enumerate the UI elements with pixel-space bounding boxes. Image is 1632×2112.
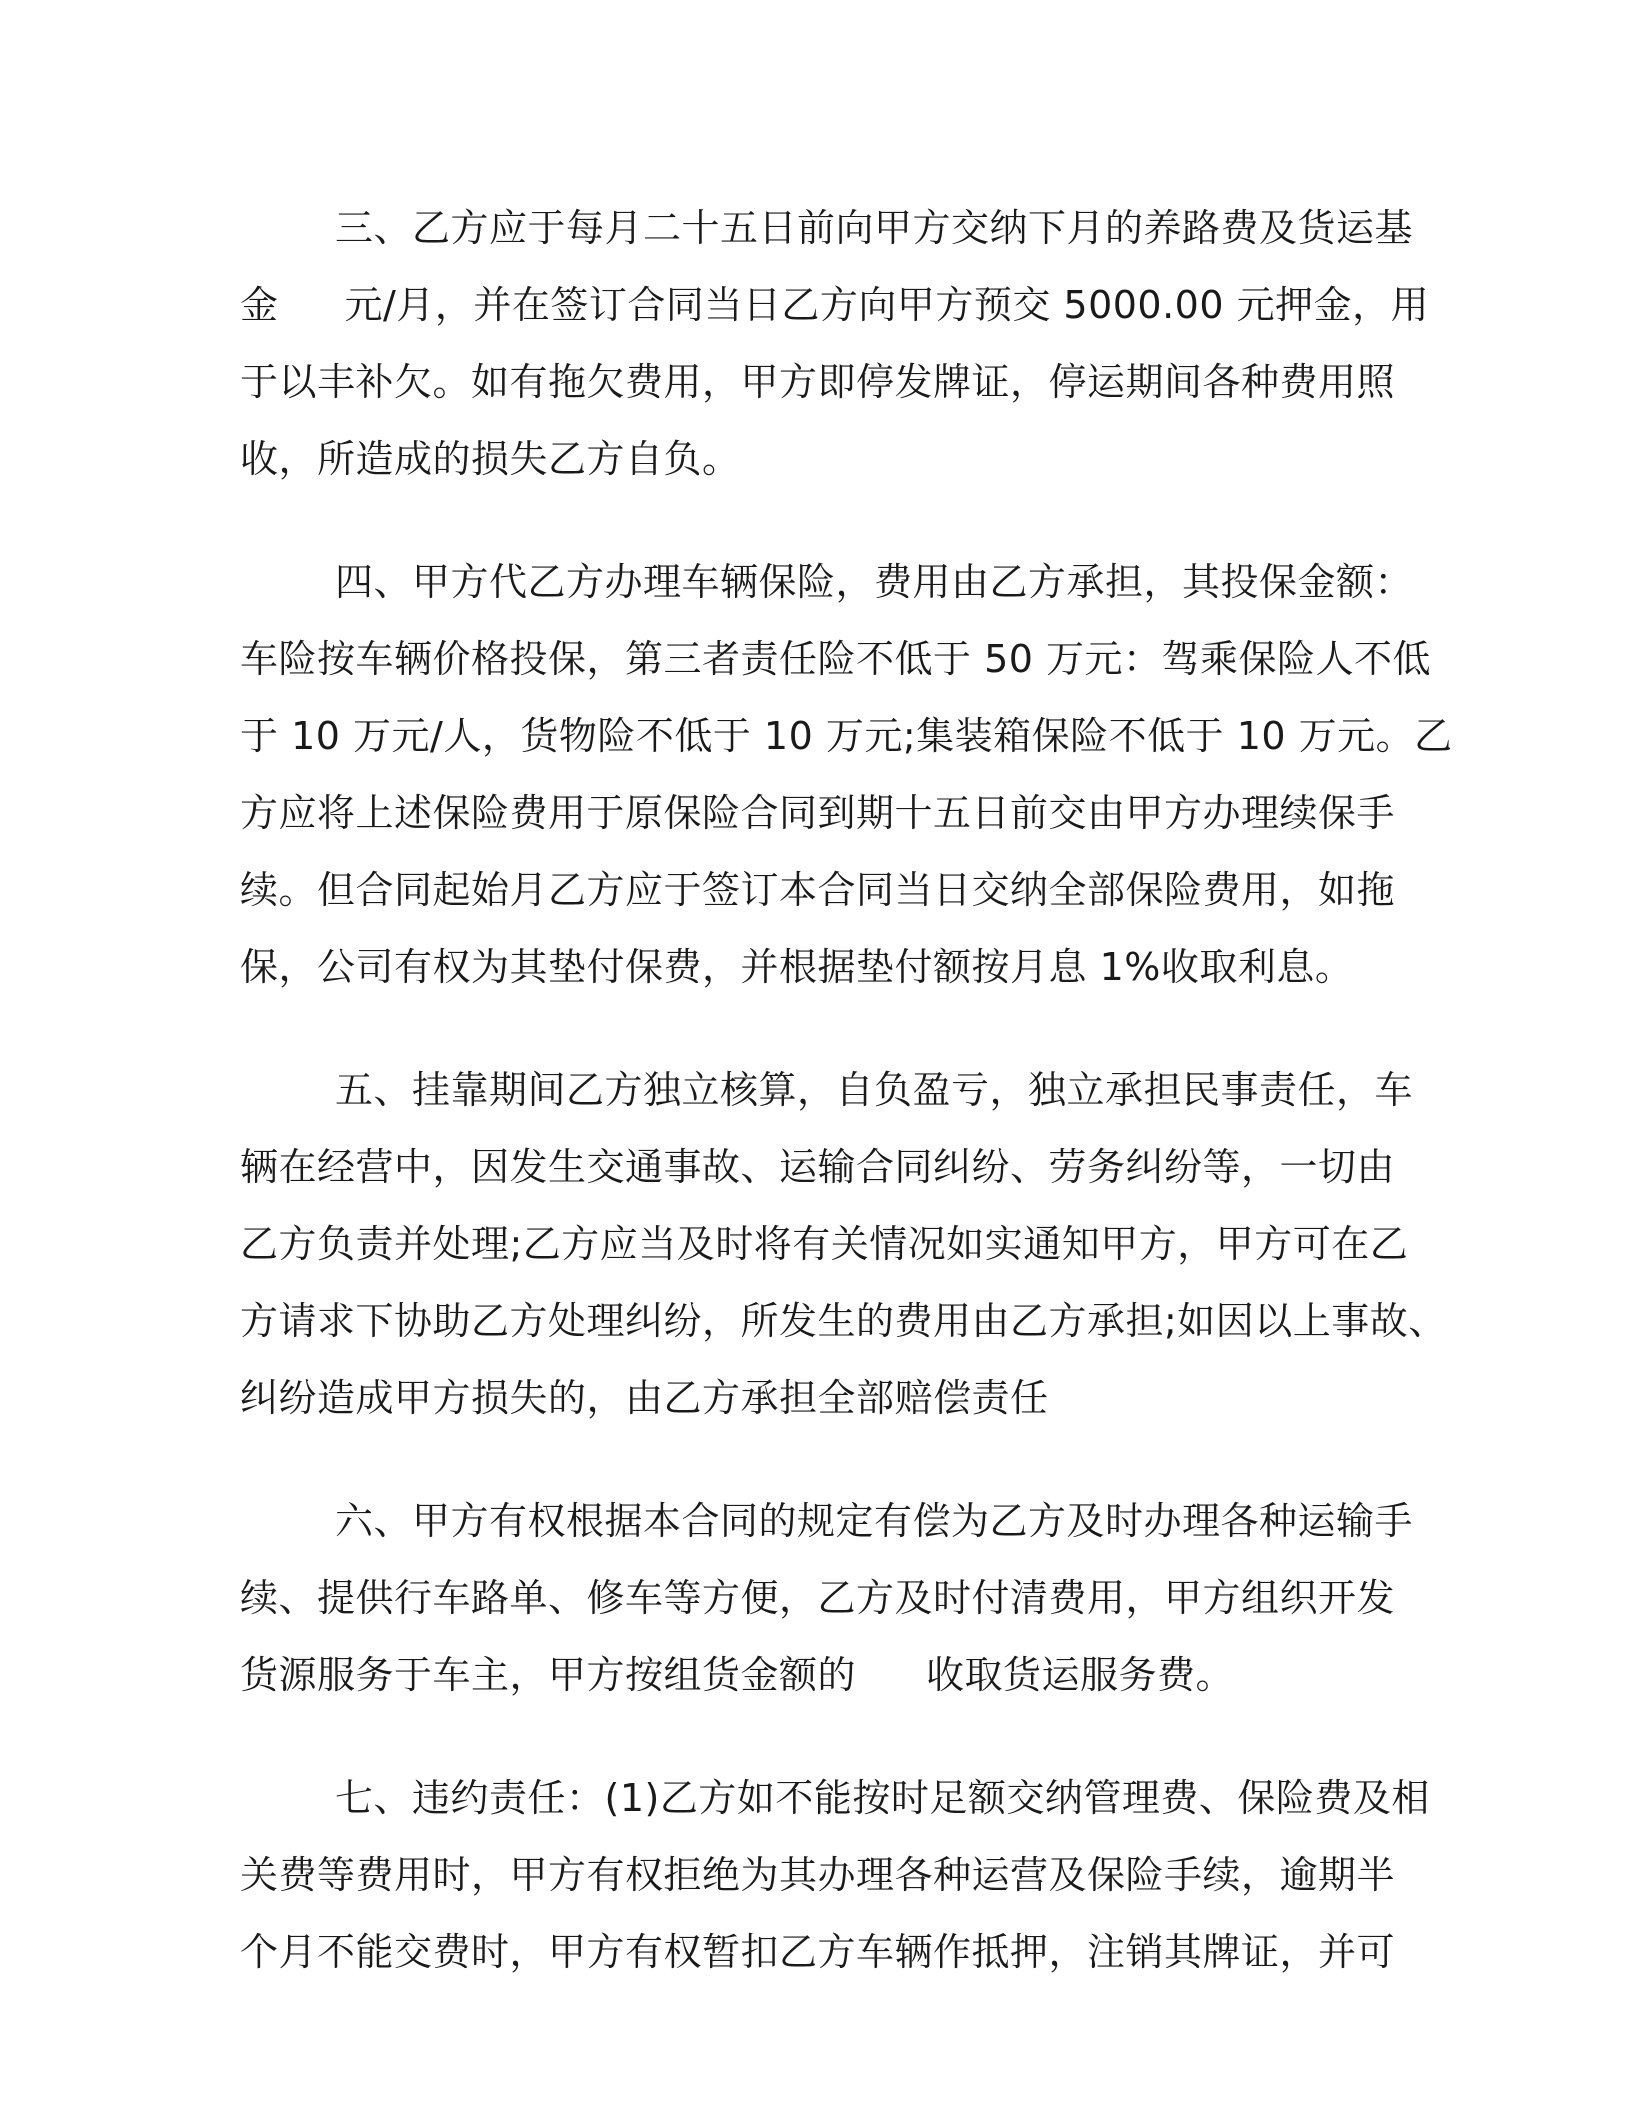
text-line: 方应将上述保险费用于原保险合同到期十五日前交由甲方办理续保手 [240,791,1396,835]
clause-4 [240,544,1453,1006]
text-fragment: 货源服务于车主，甲方按组货金额的 [240,1653,857,1697]
text-line: 收，所造成的损失乙方自负。 [240,437,741,481]
text-line: 乙方负责并处理;乙方应当及时将有关情况如实通知甲方，甲方可在乙 [240,1222,1409,1266]
text-line: 七、违约责任：(1)乙方如不能按时足额交纳管理费、保险费及相 [335,1776,1430,1820]
text-line: 方请求下协助乙方处理纠纷，所发生的费用由乙方承担;如因以上事故、 [240,1299,1447,1343]
text-fragment: 元/月，并在签订合同当日乙方向甲方预交 5000.00 元押金，用 [344,283,1430,327]
text-line: 纠纷造成甲方损失的，由乙方承担全部赔偿责任 [240,1376,1049,1420]
text-line: 四、甲方代乙方办理车辆保险，费用由乙方承担，其投保金额： [335,560,1414,604]
text-line: 五、挂靠期间乙方独立核算，自负盈亏，独立承担民事责任，车 [335,1068,1414,1112]
text-line: 关费等费用时，甲方有权拒绝为其办理各种运营及保险手续，逾期半 [240,1853,1396,1897]
clause-3 [240,190,1430,498]
text-fragment: 收取货运服务费。 [926,1653,1235,1697]
document-body [240,190,1453,2037]
text-line: 续、提供行车路单、修车等方便，乙方及时付清费用，甲方组织开发 [240,1576,1396,1620]
text-fragment: 金 [240,283,279,327]
text-line: 车险按车辆价格投保，第三者责任险不低于 50 万元：驾乘保险人不低 [240,637,1432,681]
text-line: 于 10 万元/人，货物险不低于 10 万元;集装箱保险不低于 10 万元。乙 [240,714,1453,758]
text-line: 辆在经营中，因发生交通事故、运输合同纠纷、劳务纠纷等，一切由 [240,1145,1396,1189]
clause-6 [240,1483,1414,1714]
text-line: 续。但合同起始月乙方应于签订本合同当日交纳全部保险费用，如拖 [240,868,1396,912]
text-line [240,267,1430,344]
text-line: 六、甲方有权根据本合同的规定有偿为乙方及时办理各种运输手 [335,1499,1414,1543]
clause-7 [240,1760,1430,1991]
text-line: 于以丰补欠。如有拖欠费用，甲方即停发牌证，停运期间各种费用照 [240,360,1396,404]
text-line: 保，公司有权为其垫付保费，并根据垫付额按月息 1%收取利息。 [240,945,1354,989]
text-line: 个月不能交费时，甲方有权暂扣乙方车辆作抵押，注销其牌证，并可 [240,1930,1396,1974]
clause-5 [240,1052,1447,1437]
text-line: 三、乙方应于每月二十五日前向甲方交纳下月的养路费及货运基 [335,206,1414,250]
text-line [240,1637,1390,1714]
